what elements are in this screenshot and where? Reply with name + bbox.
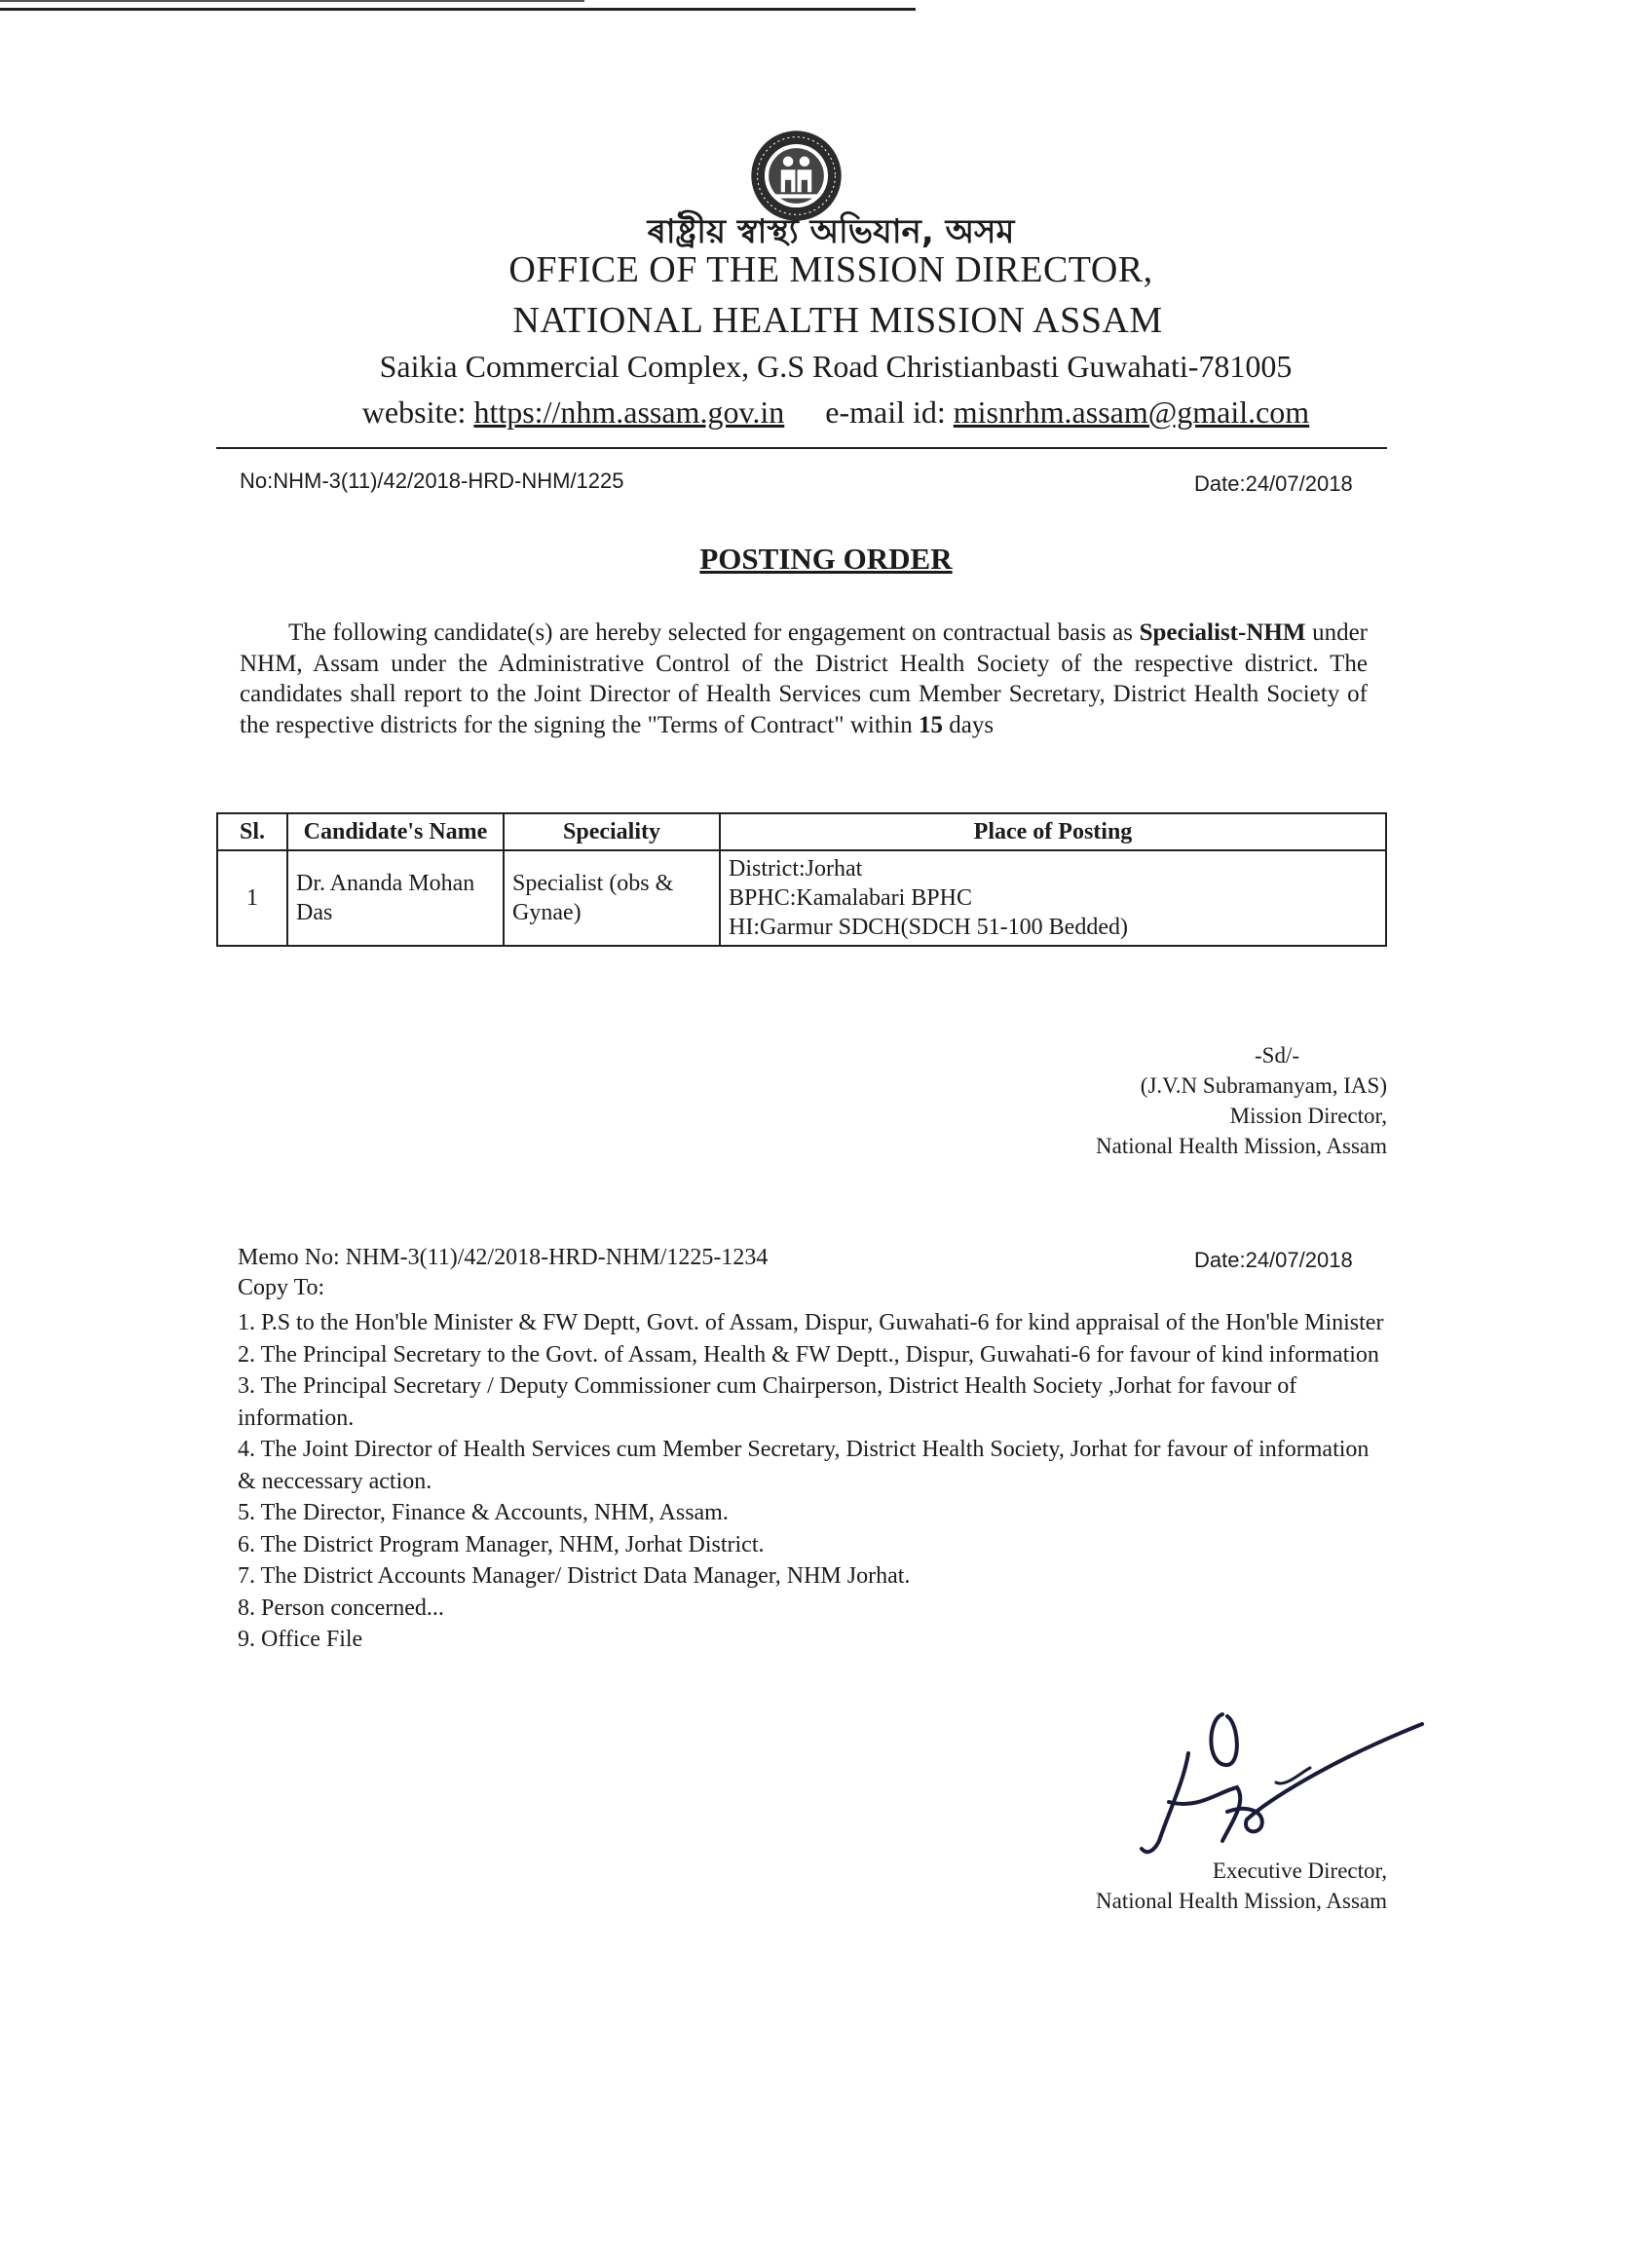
- order-title: POSTING ORDER: [699, 542, 953, 576]
- executive-designation: Executive Director,: [1212, 1858, 1387, 1883]
- mission-director-block: [1013, 1040, 1387, 1161]
- cell-name: Dr. Ananda Mohan Das: [287, 850, 504, 946]
- executive-org: National Health Mission, Assam: [1096, 1889, 1387, 1913]
- designation: Specialist-NHM: [1139, 619, 1306, 646]
- cell-speciality: Specialist (obs & Gynae): [504, 850, 720, 946]
- scan-top-line: [0, 8, 916, 11]
- mission-heading: NATIONAL HEALTH MISSION ASSAM: [512, 300, 1163, 341]
- list-item: 7. The District Accounts Manager/ District Data Manager, NHM Jorhat.: [238, 1563, 911, 1589]
- copy-list: [238, 1307, 1387, 1656]
- office-heading: OFFICE OF THE MISSION DIRECTOR,: [508, 249, 1153, 290]
- cell-place: District:Jorhat BPHC:Kamalabari BPHC HI:Garmur SDCH(SDCH 51-100 Bedded): [720, 850, 1386, 946]
- header-speciality: Speciality: [504, 813, 720, 850]
- list-item: 9. Office File: [238, 1627, 363, 1652]
- sd-mark: -Sd/-: [1255, 1043, 1299, 1068]
- bengali-title: ৰাষ্ট্ৰীয় স্বাস্থ্য অভিযান, অসম: [647, 212, 1015, 251]
- header-sl: Sl.: [217, 813, 287, 850]
- scan-edge-line: [0, 0, 584, 2]
- order-body: The following candidate(s) are hereby selected for engagement on contractual basis as Specialist-NHM under NHM, Assam under the Administrative Control of the District Health Society of the respective district. The candidates shall report to the Joint Director of Health Services cum Member Secretary, District Health Society of the respective districts for the signing the "Terms of Contract" within 15 days: [240, 619, 1368, 738]
- signatory-org: National Health Mission, Assam: [1096, 1134, 1387, 1158]
- list-item: 1. P.S to the Hon'ble Minister & FW Deptt, Govt. of Assam, Dispur, Guwahati-6 for kind appraisal of the Hon'ble Minister: [238, 1310, 1384, 1335]
- memo-date: Date:24/07/2018: [1194, 1248, 1353, 1272]
- contact-line: [10, 394, 1652, 431]
- list-item: 3. The Principal Secretary / Deputy Commissioner cum Chairperson, District Health Society ,Jorhat for favour of information.: [238, 1373, 1297, 1431]
- signature-icon: [1130, 1695, 1442, 1870]
- list-item: 8. Person concerned...: [238, 1594, 444, 1621]
- table-header-row: [217, 813, 1386, 850]
- signatory-designation: Mission Director,: [1229, 1104, 1387, 1128]
- email-link[interactable]: misnrhm.assam@gmail.com: [953, 394, 1310, 430]
- list-item: 4. The Joint Director of Health Services cum Member Secretary, District Health Society, Jorhat for favour of information & neccessary action.: [238, 1437, 1370, 1494]
- cell-sl: 1: [217, 850, 287, 946]
- reference-date: Date:24/07/2018: [1194, 471, 1353, 496]
- report-days: 15: [918, 711, 943, 738]
- posting-table: [216, 812, 1387, 947]
- executive-director-block: [1013, 1856, 1387, 1916]
- list-item: 5. The Director, Finance & Accounts, NHM, Assam.: [238, 1500, 729, 1525]
- reference-number: No:NHM-3(11)/42/2018-HRD-NHM/1225: [240, 469, 624, 493]
- header-place: Place of Posting: [720, 813, 1386, 850]
- table-row: [217, 850, 1386, 946]
- memo-number: Memo No: NHM-3(11)/42/2018-HRD-NHM/1225-1234: [238, 1245, 769, 1270]
- office-address: Saikia Commercial Complex, G.S Road Christianbasti Guwahati-781005: [379, 349, 1293, 384]
- list-item: 2. The Principal Secretary to the Govt. of Assam, Health & FW Deptt., Dispur, Guwahati-6 for favour of kind information: [238, 1341, 1379, 1368]
- header-name: Candidate's Name: [287, 813, 504, 850]
- website-label: website:: [361, 394, 467, 430]
- website-link[interactable]: https://nhm.assam.gov.in: [473, 394, 785, 430]
- copy-to-label: Copy To:: [238, 1275, 325, 1300]
- signatory-name: (J.V.N Subramanyam, IAS): [1140, 1073, 1387, 1098]
- email-label: e-mail id:: [825, 394, 946, 430]
- list-item: 6. The District Program Manager, NHM, Jorhat District.: [238, 1531, 765, 1557]
- header-divider: [216, 447, 1387, 449]
